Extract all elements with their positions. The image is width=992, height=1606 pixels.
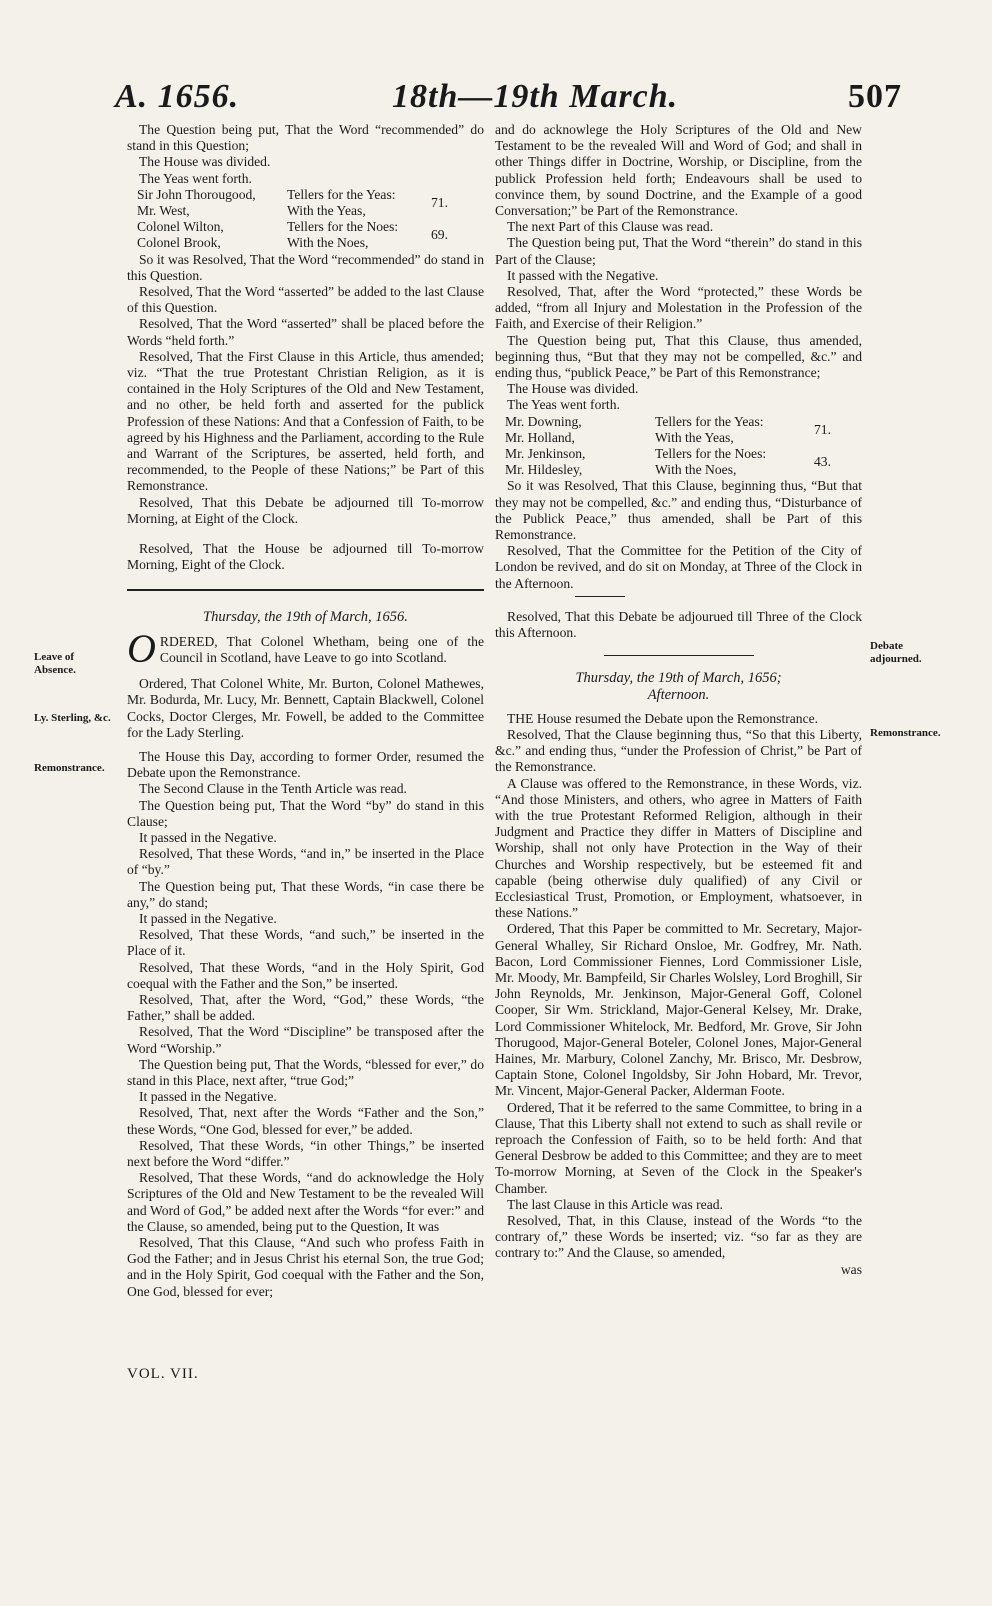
paragraph: It passed with the Negative. xyxy=(507,267,659,283)
paragraph: A Clause was offered to the Remonstrance, in these Words, viz. “And those Ministers, and others, who agree in Matters of Faith with the true Protestant Reformed Religion, although in their Judgment and Practice they differ in Matters of Discipline and Worship, shall not only have Protection in the Way of their Churches and Worship respectively, but be esteemed fit and capable (being otherwise duly qualified) of any Civil or Ecclesiastical Trust, Promotion, or Employment, whatsoever, in these Nations.” xyxy=(495,775,862,921)
catchword: was xyxy=(840,1261,862,1277)
paragraph: The House was divided. xyxy=(139,154,271,170)
teller-name: Colonel Brook, xyxy=(137,235,221,251)
paragraph: Resolved, That these Words, “in other Things,” be inserted next before the Word “differ.” xyxy=(127,1137,484,1169)
yeas-count: 71. xyxy=(431,194,448,210)
paragraph: The House was divided. xyxy=(507,381,639,397)
paragraph: The Yeas went forth. xyxy=(507,397,620,413)
tellers-table-1 xyxy=(137,187,484,252)
paragraph: The last Clause in this Article was read. xyxy=(507,1196,723,1212)
paragraph: THE House resumed the Debate upon the Remonstrance. xyxy=(507,710,819,726)
teller-role: Tellers for the Noes: xyxy=(287,219,399,235)
paragraph: Resolved, That these Words, “and in,” be inserted in the Place of “by.” xyxy=(127,846,484,878)
paragraph: The Question being put, That this Clause, thus amended, beginning thus, “But that they may not be compelled, &c.” and ending thus, “publick Peace,” be Part of this Remonstrance; xyxy=(495,332,862,381)
paragraph: Resolved, That these Words, “and do acknowledge the Holy Scriptures of the Old and New Testament to be the revealed Will and Word of God,” be added next after the Words “for ever:” and the Clause, so amended, being put to the Question, It was xyxy=(127,1170,484,1234)
paragraph: Resolved, That this Debate be adjourned till To-morrow Morning, at Eight of the Clock. xyxy=(127,494,484,526)
paragraph: The Second Clause in the Tenth Article was read. xyxy=(139,781,407,797)
noes-count: 43. xyxy=(814,454,831,470)
paragraph: and do acknowlege the Holy Scriptures of the Old and New Testament to be the revealed Will and Word of God; and shall in other Things differ in Doctrine, Worship, or Discipline, from the publick Profession held forth; Endeavours shall be used to convince them, by sound Doctrine, and the Example of a good Conversation;” be Part of the Remonstrance. xyxy=(495,122,862,219)
paragraph: Ordered, That Colonel White, Mr. Burton, Colonel Mathewes, Mr. Bodurda, Mr. Lucy, Mr. Bennett, Captain Blackwell, Colonel Cocks, Doctor Clerges, Mr. Fowell, be added to the Committee for the Lady Sterling. xyxy=(127,676,484,740)
page-number: 507 xyxy=(848,78,902,115)
section-rule xyxy=(127,589,484,591)
paragraph: Resolved, That, after the Word, “God,” these Words, “the Father,” shall be added. xyxy=(127,991,484,1024)
teller-role: With the Noes, xyxy=(287,235,369,251)
teller-name: Mr. Hildesley, xyxy=(505,462,583,478)
paragraph: It passed in the Negative. xyxy=(139,829,277,845)
paragraph: Resolved, That the Word “asserted” be added to the last Clause of this Question. xyxy=(127,284,484,316)
margin-note-remonstrance-right: Remonstrance. xyxy=(870,727,941,739)
paragraph: Resolved, That the Clause beginning thus, “So that this Liberty, &c.” and ending thus, “under the Profession of Christ,” be Part of the Remonstrance. xyxy=(495,726,862,775)
teller-name: Colonel Wilton, xyxy=(137,219,224,235)
paragraph: Ordered, That this Paper be committed to Mr. Secretary, Major-General Whalley, Sir Richard Onsloe, Mr. Godfrey, Mr. Nath. Bacon, Lord Commissioner Fiennes, Lord Commissioner Lisle, Mr. Moody, Mr. Bampfeild, Sir Charles Wolsley, Lord Broghill, Sir John Reynolds, Mr. Jenkinson, Major-General Goff, Colonel Cooper, Sir Wm. Strickland, Major-General Kelsey, Mr. Drake, Lord Commissioner Whitelock, Mr. Bedford, Mr. Grove, Sir John Thorugood, Major-General Boteler, Colonel Jones, Major-General Haines, Mr. Marbury, Colonel Zanchy, Mr. Brisco, Mr. Desbrow, Captain Stone, Colonel Ingoldsby, Sir John Hobard, Mr. Trevor, Mr. Vincent, Major-General Packer, Alderman Foote. xyxy=(495,921,862,1099)
section-subheading: Afternoon. xyxy=(647,686,710,703)
margin-note-sterling: Ly. Sterling, &c. xyxy=(34,712,111,724)
paragraph: Resolved, That, next after the Words “Father and the Son,” these Words, “One God, blessed for ever,” be added. xyxy=(127,1105,484,1137)
paragraph: Resolved, That the First Clause in this Article, thus amended; viz. “That the true Protestant Christian Religion, as it is contained in the Holy Scriptures of the Old and New Testament, and no other, be held forth and asserted for the publick Profession of these Nations: And that a Confession of Faith, to be agreed by his Highness and the Parliament, according to the Rule and Warrant of the Scriptures, be asserted, held forth, and recommended, to the People of these Nations;” be Part of this Remonstrance. xyxy=(127,348,484,494)
header-date: 18th—19th March. xyxy=(392,78,679,115)
teller-name: Mr. Holland, xyxy=(505,429,575,445)
volume-footer: VOL. VII. xyxy=(127,1366,199,1382)
paragraph: Ordered, That it be referred to the same Committee, to bring in a Clause, That this Liberty shall not extend to such as shall revile or reproach the Confession of Faith, so to be held forth: And that General Desbrow be added to this Committee; and they are to meet To-morrow Morning, at Seven of the Clock in the Speaker's Chamber. xyxy=(495,1099,862,1196)
teller-role: With the Noes, xyxy=(655,462,737,478)
paragraph: Resolved, That the Word “asserted” shall be placed before the Words “held forth.” xyxy=(127,316,484,348)
teller-role: Tellers for the Noes: xyxy=(655,446,767,462)
paragraph: Resolved, That these Words, “and in the Holy Spirit, God coequal with the Father and the Son,” be inserted. xyxy=(127,959,484,991)
paragraph: The Question being put, That these Words, “in case there be any,” do stand; xyxy=(127,878,484,910)
paragraph: The Question being put, That the Word “recommended” do stand in this Question; xyxy=(127,122,484,154)
paragraph: So it was Resolved, That this Clause, beginning thus, “But that they may not be compelled, &c.” and ending thus, “Disturbance of the Publick Peace,” thus amended, shall be Part of this Remonstrance. xyxy=(495,478,862,543)
paragraph: The next Part of this Clause was read. xyxy=(507,219,714,235)
short-rule xyxy=(575,596,625,597)
paragraph-ordered-leave: ORDERED, That Colonel Whetham, being one of the Council in Scotland, have Leave to go into Scotland. xyxy=(127,625,484,671)
left-column xyxy=(127,122,484,1300)
teller-role: With the Yeas, xyxy=(287,203,366,219)
paragraph: The Question being put, That the Words, “blessed for ever,” do stand in this Place, next after, “true God;” xyxy=(127,1056,484,1088)
paragraph: Resolved, That, after the Word “protected,” these Words be added, “from all Injury and Molestation in the Profession of the Faith, and Exercise of their Religion.” xyxy=(495,284,862,332)
drop-cap: O xyxy=(127,625,156,671)
section-heading: Thursday, the 19th of March, 1656; xyxy=(575,670,782,687)
paragraph: Resolved, That the Committee for the Petition of the City of London be revived, and do sit on Monday, at Three of the Clock in the Afternoon. xyxy=(495,543,862,591)
right-column xyxy=(495,122,862,1278)
paragraph: The Question being put, That the Word “therein” do stand in this Part of the Clause; xyxy=(495,235,862,267)
paragraph: The House this Day, according to former Order, resumed the Debate upon the Remonstrance. xyxy=(127,748,484,781)
teller-name: Sir John Thorougood, xyxy=(137,186,256,202)
paragraph: Resolved, That this Clause, “And such who profess Faith in God the Father; and in Jesus Christ his eternal Son, the true God; and in the Holy Spirit, God coequal with the Father and the Son, One God, blessed for ever; xyxy=(127,1235,484,1299)
paragraph: It passed in the Negative. xyxy=(139,910,277,926)
margin-note-leave: Leave of Absence. xyxy=(34,651,76,676)
paragraph: Resolved, That the House be adjourned till To-morrow Morning, Eight of the Clock. xyxy=(127,541,484,573)
paragraph: So it was Resolved, That the Word “recommended” do stand in this Question. xyxy=(127,251,484,283)
margin-note-remonstrance: Remonstrance. xyxy=(34,762,105,774)
teller-role: With the Yeas, xyxy=(655,429,734,445)
noes-count: 69. xyxy=(431,227,448,243)
section-heading: Thursday, the 19th of March, 1656. xyxy=(203,609,408,626)
margin-note-debate: Debate adjourned. xyxy=(870,640,922,665)
tellers-table-2 xyxy=(505,414,862,479)
section-rule xyxy=(604,655,754,656)
teller-name: Mr. Downing, xyxy=(505,413,582,429)
paragraph: Resolved, That these Words, “and such,” be inserted in the Place of it. xyxy=(127,927,484,959)
header-year: A. 1656. xyxy=(115,78,240,115)
teller-role: Tellers for the Yeas: xyxy=(287,186,396,202)
paragraph: The Yeas went forth. xyxy=(139,170,252,186)
teller-name: Mr. West, xyxy=(137,203,190,219)
yeas-count: 71. xyxy=(814,421,831,437)
paragraph: The Question being put, That the Word “by” do stand in this Clause; xyxy=(127,797,484,829)
paragraph: Resolved, That this Debate be adjourued till Three of the Clock this Afternoon. xyxy=(495,608,862,641)
teller-name: Mr. Jenkinson, xyxy=(505,446,586,462)
paragraph: Resolved, That, in this Clause, instead of the Words “to the contrary of,” these Words be inserted; viz. “so far as they are contrary to:” And the Clause, so amended, xyxy=(495,1213,862,1261)
paragraph: Resolved, That the Word “Discipline” be transposed after the Word “Worship.” xyxy=(127,1024,484,1056)
teller-role: Tellers for the Yeas: xyxy=(655,413,764,429)
paragraph: It passed in the Negative. xyxy=(139,1089,277,1105)
